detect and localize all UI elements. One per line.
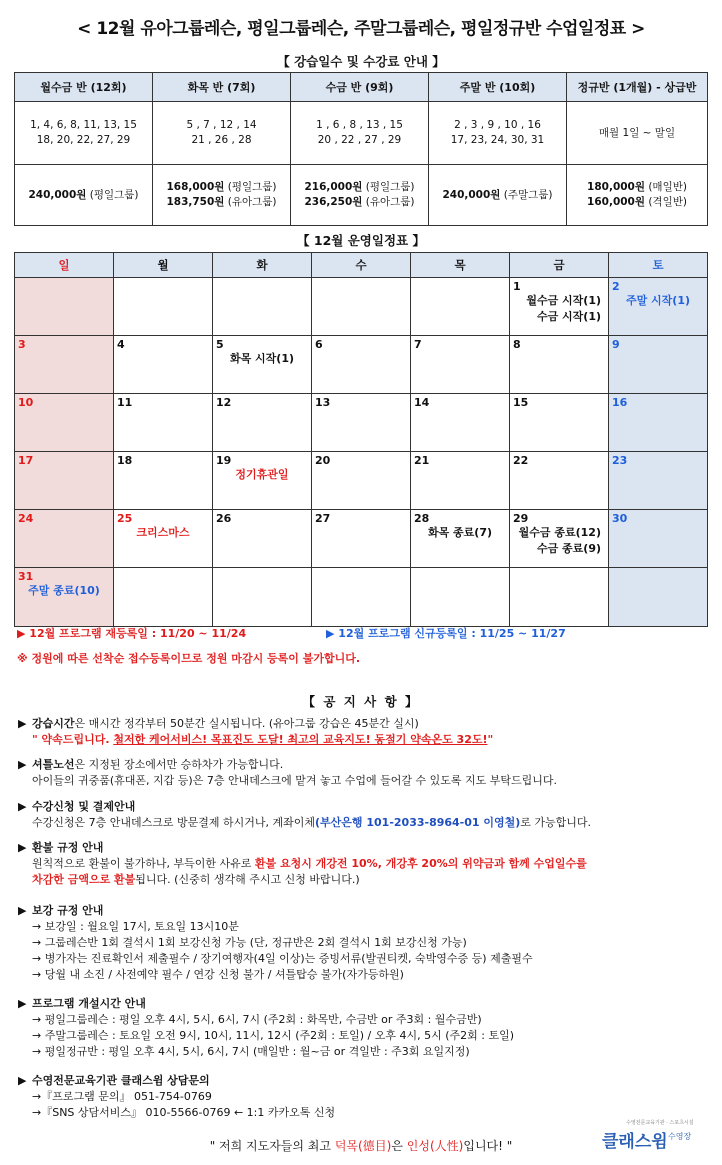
- refund-penalty: 차감한 금액으로 환불: [32, 873, 136, 886]
- day-number: 29: [513, 512, 529, 525]
- price-amount: 216,000원: [304, 181, 363, 193]
- calendar-day-cell: [609, 510, 708, 568]
- price-line: [568, 180, 706, 195]
- fee-table: [14, 72, 708, 226]
- day-number: 9: [612, 338, 620, 351]
- reregistration-label: 12월 프로그램 재등록일 :: [25, 627, 160, 640]
- calendar-event: 화목 시작(1): [229, 352, 295, 365]
- calendar-event: 월수금 종료(12): [518, 526, 601, 539]
- day-number: 23: [612, 454, 628, 467]
- price-amount: 183,750원: [166, 196, 225, 208]
- calendar-day-cell: [510, 568, 609, 627]
- calendar-event: 수금 시작(1): [536, 310, 601, 323]
- calendar-day-cell: [411, 568, 510, 627]
- makeup-rule: → 보강일 : 월요일 17시, 토요일 13시10분: [32, 920, 239, 933]
- day-number: 12: [216, 396, 232, 409]
- fee-days-cell: [567, 102, 708, 165]
- calendar-day-cell: [312, 568, 411, 627]
- notice-heading: 수영전문교육기관 클래스윔 상담문의: [32, 1074, 210, 1087]
- day-number: 10: [18, 396, 34, 409]
- notice-title: 【 공 지 사 항 】: [302, 694, 420, 709]
- calendar-week-row: [15, 452, 708, 510]
- price-amount: 180,000원: [587, 181, 645, 193]
- calendar-day-cell: [213, 510, 312, 568]
- notice-class-time: [18, 716, 493, 748]
- fee-price-cell: [153, 165, 291, 226]
- calendar-day-cell: [510, 394, 609, 452]
- bullet-icon: ▶: [18, 800, 27, 813]
- day-number: 13: [315, 396, 331, 409]
- weekday-header: 수: [312, 253, 411, 278]
- fee-header-cell: 수금 반 (9회): [291, 73, 429, 102]
- page-title: < 12월 유아그룹레슨, 평일그룹레슨, 주말그룹레슨, 평일정규반 수업일정표 >: [77, 19, 645, 39]
- day-number: 20: [315, 454, 331, 467]
- price-amount: 168,000원: [166, 181, 225, 193]
- notice-heading: 셔틀노선: [32, 758, 75, 771]
- calendar-day-cell: [213, 568, 312, 627]
- weekday-header: 금: [510, 253, 609, 278]
- day-number: 28: [414, 512, 430, 525]
- day-number: 25: [117, 512, 133, 525]
- notice-text: 은 매시간 정각부터 50분간 실시됩니다. (유아그룹 강습은 45분간 실시): [74, 717, 419, 730]
- fee-header-cell: 주말 반 (10회): [429, 73, 567, 102]
- logo-tagline: 수영전문교육기관 · 스포츠시설: [626, 1120, 694, 1126]
- logo-sub: 수영장: [668, 1132, 692, 1141]
- fee-days-cell: [15, 102, 153, 165]
- day-number: 21: [414, 454, 430, 467]
- weekday-header: 화: [213, 253, 312, 278]
- day-number: 2: [612, 280, 620, 293]
- calendar-day-cell: [411, 510, 510, 568]
- fee-days-cell: [153, 102, 291, 165]
- price-line: [430, 188, 565, 203]
- weekday-header: 토: [609, 253, 708, 278]
- price-group: (매일반): [645, 181, 687, 193]
- calendar-table: [14, 252, 708, 627]
- bank-account: (부산은행 101-2033-8964-01 이영철): [315, 816, 521, 829]
- price-line: [154, 195, 289, 210]
- makeup-rule: → 당월 내 소진 / 사전예약 필수 / 연강 신청 불가 / 셔틀탑승 불가(자가등하원): [32, 968, 404, 981]
- calendar-day-cell: [15, 394, 114, 452]
- calendar-day-cell: [312, 336, 411, 394]
- calendar-day-cell: [15, 452, 114, 510]
- calendar-day-cell: [609, 336, 708, 394]
- calendar-week-row: [15, 336, 708, 394]
- bullet-icon: ▶: [18, 758, 27, 771]
- day-number: 24: [18, 512, 34, 525]
- calendar-day-cell: [510, 452, 609, 510]
- calendar-day-cell: [609, 394, 708, 452]
- logo-wordmark: 클래스윔: [602, 1132, 668, 1152]
- footer-virtue: 덕목(德目): [334, 1139, 392, 1153]
- day-number: 5: [216, 338, 224, 351]
- notice-heading: 수강신청 및 결제안내: [32, 800, 136, 813]
- day-number: 6: [315, 338, 323, 351]
- calendar-title: 【 12월 운영일정표 】: [297, 233, 425, 248]
- calendar-day-cell: [114, 510, 213, 568]
- calendar-week-row: [15, 510, 708, 568]
- footer-text: 입니다! ": [463, 1139, 513, 1153]
- calendar-day-cell: [510, 510, 609, 568]
- footer-text: 은: [391, 1139, 407, 1153]
- notice-makeup: [18, 903, 533, 983]
- day-number: 11: [117, 396, 133, 409]
- calendar-event: 정기휴관일: [235, 468, 289, 481]
- calendar-day-cell: [213, 278, 312, 336]
- arrow-right-icon: ▶: [17, 627, 26, 640]
- fee-days-cell: [429, 102, 567, 165]
- day-number: 7: [414, 338, 422, 351]
- day-number: 26: [216, 512, 232, 525]
- class-days-line: 17, 23, 24, 30, 31: [450, 134, 545, 146]
- notice-heading: 강습시간: [32, 717, 75, 730]
- refund-penalty: 환불 요청시 개강전 10%, 개강후 20%의 위약금과 함께 수업일수를: [254, 857, 587, 870]
- calendar-day-cell: [510, 336, 609, 394]
- calendar-day-cell: [114, 452, 213, 510]
- fee-header-cell: 화목 반 (7회): [153, 73, 291, 102]
- class-days-line: 매월 1일 ~ 말일: [598, 126, 676, 139]
- fee-section-title: 【 강습일수 및 수강료 안내 】: [277, 54, 445, 69]
- program-time: → 주말그룹레슨 : 토요일 오전 9시, 10시, 11시, 12시 (주2회 : 토일) / 오후 4시, 5시 (주2회 : 토일): [32, 1029, 515, 1042]
- notice-heading: 보강 규정 안내: [32, 904, 104, 917]
- slogan-end: ": [487, 733, 494, 746]
- calendar-event: 주말 종료(10): [28, 584, 100, 597]
- new-registration-note: [326, 625, 566, 641]
- class-days-line: 21 , 26 , 28: [191, 134, 252, 146]
- notice-text: 수강신청은 7층 안내데스크로 방문결제 하시거나, 계좌이체: [32, 816, 315, 829]
- fee-price-cell: [429, 165, 567, 226]
- calendar-day-cell: [114, 278, 213, 336]
- price-group: (평일그룹): [86, 188, 139, 201]
- bullet-icon: ▶: [18, 904, 27, 917]
- fee-price-cell: [291, 165, 429, 226]
- reregistration-note: [17, 625, 246, 641]
- day-number: 16: [612, 396, 628, 409]
- calendar-event: 수금 종료(9): [536, 542, 601, 555]
- makeup-rule: → 병가자는 진료확인서 제출필수 / 장기여행자(4일 이상)는 증빙서류(발권티켓, 숙박영수증 등) 제출필수: [32, 952, 533, 965]
- notice-refund: [18, 840, 587, 888]
- class-days-line: 1 , 6 , 8 , 13 , 15: [316, 119, 403, 131]
- new-registration-label: 12월 프로그램 신규등록일 :: [334, 627, 480, 640]
- calendar-week-row: [15, 278, 708, 336]
- notice-shuttle: [18, 757, 557, 789]
- makeup-rule: → 그룹레슨반 1회 결석시 1회 보강신청 가능 (단, 정규반은 2회 결석시 1회 보강신청 가능): [32, 936, 467, 949]
- class-days-line: 20 , 22 , 27 , 29: [317, 134, 402, 146]
- calendar-day-cell: [411, 452, 510, 510]
- calendar-day-cell: [114, 568, 213, 627]
- notice-text: 아이들의 귀중품(휴대폰, 지갑 등)은 7층 안내데스크에 맡겨 놓고 수업에 들어갈 수 있도록 지도 부탁드립니다.: [32, 774, 557, 787]
- notice-text: 원칙적으로 환불이 불가하나, 부득이한 사유로: [32, 857, 255, 870]
- capacity-warning: ※ 정원에 따른 선착순 접수등록이므로 정원 마감시 등록이 불가합니다.: [17, 652, 361, 665]
- day-number: 22: [513, 454, 529, 467]
- day-number: 31: [18, 570, 34, 583]
- calendar-day-cell: [312, 394, 411, 452]
- slogan-text: " 약속드립니다.: [32, 733, 114, 746]
- price-amount: 240,000원: [442, 188, 501, 201]
- price-line: [154, 180, 289, 195]
- fee-price-row: [15, 165, 708, 226]
- price-group: (주말그룹): [500, 188, 553, 201]
- price-group: (유아그룹): [362, 196, 415, 208]
- fee-days-cell: [291, 102, 429, 165]
- calendar-day-cell: [609, 452, 708, 510]
- calendar-day-cell: [312, 510, 411, 568]
- notice-text: 로 가능합니다.: [520, 816, 592, 829]
- fee-header-cell: 월수금 반 (12회): [15, 73, 153, 102]
- day-number: 15: [513, 396, 529, 409]
- price-group: (유아그룹): [224, 196, 277, 208]
- calendar-event: 크리스마스: [136, 526, 190, 539]
- calendar-event: 화목 종료(7): [427, 526, 493, 539]
- calendar-weekday-row: [15, 253, 708, 278]
- reregistration-dates: 11/20 ~ 11/24: [159, 627, 247, 640]
- calendar-day-cell: [510, 278, 609, 336]
- day-number: 8: [513, 338, 521, 351]
- bullet-icon: ▶: [18, 841, 27, 854]
- program-time: → 평일정규반 : 평일 오후 4시, 5시, 6시, 7시 (매일반 : 월~금 or 격일반 : 주3회 요일지정): [32, 1045, 470, 1058]
- bullet-icon: ▶: [18, 1074, 27, 1087]
- class-days-line: 2 , 3 , 9 , 10 , 16: [454, 119, 541, 131]
- class-days-line: 18, 20, 22, 27, 29: [36, 134, 131, 146]
- fee-days-row: [15, 102, 708, 165]
- calendar-day-cell: [411, 336, 510, 394]
- footer-text: " 저희 지도자들의 최고: [209, 1139, 335, 1153]
- notice-text: 됩니다. (신중히 생각해 주시고 신청 바랍니다.): [135, 873, 360, 886]
- notice-program-times: [18, 996, 514, 1060]
- notice-heading: 프로그램 개설시간 안내: [32, 997, 146, 1010]
- calendar-day-cell: [312, 452, 411, 510]
- class-days-line: 5 , 7 , 12 , 14: [186, 119, 257, 131]
- bullet-icon: ▶: [18, 717, 27, 730]
- calendar-event: 월수금 시작(1): [526, 294, 601, 307]
- calendar-day-cell: [213, 336, 312, 394]
- footer-character: 인성(人性): [406, 1139, 464, 1153]
- arrow-right-icon: ▶: [326, 627, 335, 640]
- calendar-day-cell: [15, 336, 114, 394]
- price-group: (격일반): [645, 196, 687, 208]
- notice-payment: [18, 799, 591, 831]
- price-amount: 240,000원: [28, 188, 87, 201]
- notice-text: 은 지정된 장소에서만 승하차가 가능합니다.: [74, 758, 284, 771]
- calendar-day-cell: [312, 278, 411, 336]
- day-number: 19: [216, 454, 232, 467]
- weekday-header: 목: [411, 253, 510, 278]
- brand-logo: [602, 1113, 714, 1157]
- slogan-highlight: 철저한 케어서비스! 목표진도 도달! 최고의 교육지도! 동절기 약속온도 32도!: [113, 733, 488, 746]
- bullet-icon: ▶: [18, 997, 27, 1010]
- price-amount: 160,000원: [587, 196, 645, 208]
- calendar-day-cell: [609, 278, 708, 336]
- calendar-event: 주말 시작(1): [625, 294, 691, 307]
- calendar-week-row: [15, 394, 708, 452]
- price-line: [292, 180, 427, 195]
- weekday-header: 월: [114, 253, 213, 278]
- fee-header-cell: 정규반 (1개월) - 상급반: [567, 73, 708, 102]
- price-line: [292, 195, 427, 210]
- day-number: 3: [18, 338, 26, 351]
- calendar-day-cell: [15, 278, 114, 336]
- fee-price-cell: [15, 165, 153, 226]
- program-time: → 평일그룹레슨 : 평일 오후 4시, 5시, 6시, 7시 (주2회 : 화목반, 수금반 or 주3회 : 월수금반): [32, 1013, 482, 1026]
- notice-contact: [18, 1073, 335, 1121]
- calendar-day-cell: [114, 336, 213, 394]
- day-number: 4: [117, 338, 125, 351]
- notice-heading: 환불 규정 안내: [32, 841, 104, 854]
- calendar-day-cell: [15, 510, 114, 568]
- price-line: [16, 188, 151, 203]
- price-line: [568, 195, 706, 210]
- calendar-day-cell: [609, 568, 708, 627]
- day-number: 18: [117, 454, 133, 467]
- calendar-week-row: [15, 568, 708, 627]
- fee-header-row: [15, 73, 708, 102]
- calendar-day-cell: [213, 452, 312, 510]
- price-amount: 236,250원: [304, 196, 363, 208]
- day-number: 17: [18, 454, 34, 467]
- class-days-line: 1, 4, 6, 8, 11, 13, 15: [30, 119, 137, 131]
- day-number: 30: [612, 512, 628, 525]
- price-group: (평일그룹): [362, 181, 415, 193]
- calendar-day-cell: [15, 568, 114, 627]
- day-number: 14: [414, 396, 430, 409]
- calendar-day-cell: [411, 394, 510, 452]
- contact-line: →『프로그램 문의』 051-754-0769: [32, 1090, 212, 1103]
- weekday-header: 일: [15, 253, 114, 278]
- new-registration-dates: 11/25 ~ 11/27: [479, 627, 566, 640]
- calendar-day-cell: [114, 394, 213, 452]
- contact-line: →『SNS 상담서비스』 010-5566-0769 ← 1:1 카카오톡 신청: [32, 1106, 336, 1119]
- day-number: 27: [315, 512, 331, 525]
- day-number: 1: [513, 280, 521, 293]
- fee-price-cell: [567, 165, 708, 226]
- price-group: (평일그룹): [224, 181, 277, 193]
- calendar-day-cell: [411, 278, 510, 336]
- calendar-day-cell: [213, 394, 312, 452]
